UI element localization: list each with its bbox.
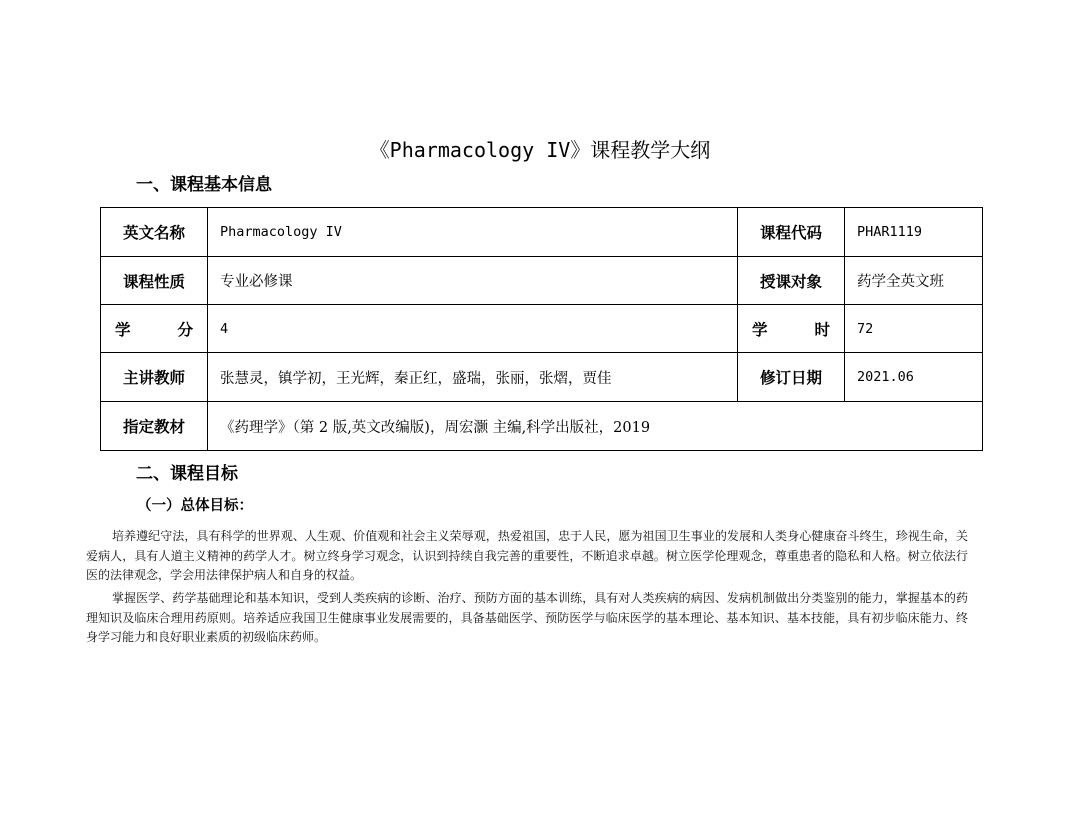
- audience-label: 授课对象: [738, 257, 845, 305]
- credit-value: 4: [208, 305, 738, 353]
- english-name-label: 英文名称: [101, 208, 208, 257]
- revision-date-label: 修订日期: [738, 353, 845, 402]
- instructors-value: 张慧灵，镇学初，王光辉，秦正红，盛瑞，张丽，张熠，贾佳: [208, 353, 738, 402]
- textbook-label: 指定教材: [101, 402, 208, 451]
- course-code-label: 课程代码: [738, 208, 845, 257]
- credit-label: 学分: [101, 305, 208, 353]
- table-row: [101, 305, 983, 353]
- table-row: [101, 208, 983, 257]
- audience-value: 药学全英文班: [845, 257, 983, 305]
- course-type-label: 课程性质: [101, 257, 208, 305]
- section1-heading: 一、课程基本信息: [136, 175, 272, 195]
- table-row: [101, 257, 983, 305]
- section2-heading: 二、课程目标: [136, 464, 238, 484]
- table-row: [101, 402, 983, 451]
- english-name-value: Pharmacology IV: [208, 208, 738, 257]
- hours-label: 学时: [738, 305, 845, 353]
- instructors-label: 主讲教师: [101, 353, 208, 402]
- course-code-value: PHAR1119: [845, 208, 983, 257]
- subsection1-heading: （一）总体目标：: [137, 498, 253, 514]
- course-info-table: [100, 207, 983, 451]
- table-row: [101, 353, 983, 402]
- course-type-value: 专业必修课: [208, 257, 738, 305]
- objective-paragraph-1: 培养遵纪守法，具有科学的世界观、人生观、价值观和社会主义荣辱观，热爱祖国，忠于人民，愿为祖国卫生事业的发展和人类身心健康奋斗终生，珍视生命，关爱病人，具有人道主义精神的药学人才。树立终身学习观念，认识到持续自我完善的重要性，不断追求卓越。树立医学伦理观念，尊重患者的隐私和人格。树立依法行医的法律观念，学会用法律保护病人和自身的权益。: [86, 529, 968, 582]
- revision-date-value: 2021.06: [845, 353, 983, 402]
- hours-value: 72: [845, 305, 983, 353]
- objective-paragraph-2: 掌握医学、药学基础理论和基本知识，受到人类疾病的诊断、治疗、预防方面的基本训练，具有对人类疾病的病因、发病机制做出分类鉴别的能力，掌握基本的药理知识及临床合理用药原则。培养适应我国卫生健康事业发展需要的，具备基础医学、预防医学与临床医学的基本理论、基本知识、基本技能，具有初步临床能力、终身学习能力和良好职业素质的初级临床药师。: [86, 591, 968, 644]
- textbook-value: 《药理学》（第 2 版,英文改编版)，周宏灏 主编,科学出版社，2019: [208, 402, 983, 451]
- document-title: 《Pharmacology IV》课程教学大纲: [369, 138, 711, 162]
